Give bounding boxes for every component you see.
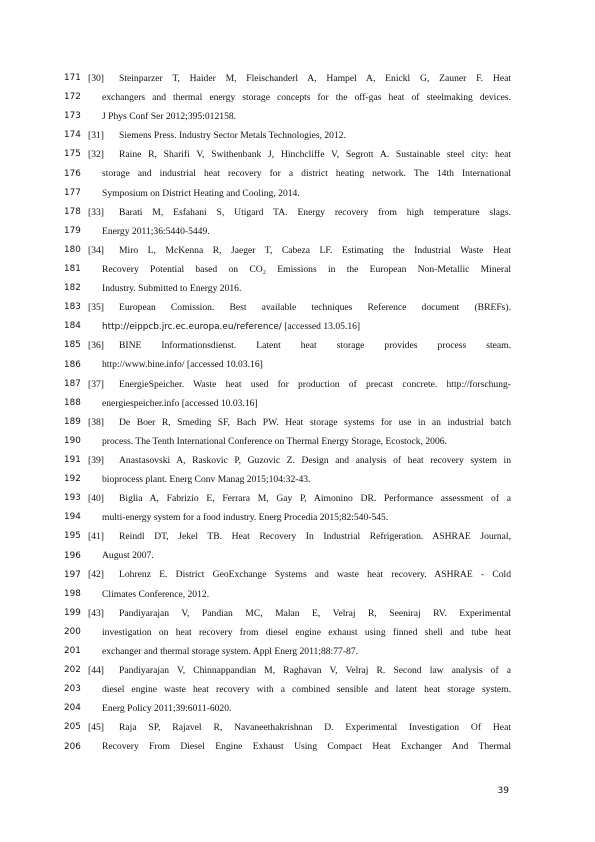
reference-entry xyxy=(88,661,511,718)
reference-continuation-line xyxy=(88,585,511,604)
line-number: 192 xyxy=(64,474,81,485)
line-number: 200 xyxy=(64,626,81,637)
reference-text: Biglia A, Fabrizio E, Ferrara M, Gay P, Aimonino DR. Performance assessment of a xyxy=(119,493,511,505)
line-number: 195 xyxy=(64,531,81,542)
reference-text: multi-energy system for a food industry. Energ Procedia 2015;82:540-545. xyxy=(102,512,389,524)
reference-number: [36] xyxy=(88,340,104,352)
reference-text: bioprocess plant. Energ Conv Manag 2015;104:32-43. xyxy=(102,473,311,485)
reference-continuation-line xyxy=(88,508,511,527)
line-number: 187 xyxy=(64,378,81,389)
line-number: 182 xyxy=(64,283,81,294)
reference-text: Raine R, Sharifi V, Swithenbank J, Hinchcliffe V, Segrott A. Sustainable steel city: heat xyxy=(119,149,511,161)
line-number: 197 xyxy=(64,569,81,580)
reference-text: Energy 2011;36:5440-5449. xyxy=(102,225,210,237)
reference-text: August 2007. xyxy=(102,550,154,562)
reference-number: [35] xyxy=(88,302,104,314)
reference-text: Steinparzer T, Haider M, Fleischanderl A, Hampel A, Enickl G, Zauner F. Heat xyxy=(119,73,511,84)
reference-text: storage and industrial heat recovery for a district heating network. The 14th International xyxy=(102,168,511,180)
reference-number: [39] xyxy=(88,454,104,466)
line-number: 194 xyxy=(64,512,81,523)
reference-continuation-line xyxy=(88,279,511,298)
reference-continuation-line xyxy=(88,107,511,126)
reference-continuation-line xyxy=(88,184,511,203)
line-number: 190 xyxy=(64,435,81,446)
reference-first-line xyxy=(88,375,511,394)
reference-text: process. The Tenth International Conference on Thermal Energy Storage, Ecostock, 2006. xyxy=(102,435,447,447)
line-number: 174 xyxy=(64,130,81,141)
reference-entry xyxy=(88,241,511,298)
reference-entry xyxy=(88,298,511,336)
reference-number: [40] xyxy=(88,493,104,505)
reference-entry xyxy=(88,145,511,202)
reference-text: diesel engine waste heat recovery with a combined sensible and latent heat storage system. xyxy=(102,684,511,695)
reference-text: Reindl DT, Jekel TB. Heat Recovery In Industrial Refrigeration. ASHRAE Journal, xyxy=(119,531,511,543)
reference-number: [34] xyxy=(88,244,104,256)
reference-entry xyxy=(88,375,511,413)
line-number: 185 xyxy=(64,340,81,351)
reference-text: BINE Informationsdienst. Latent heat storage provides process steam. xyxy=(119,340,511,352)
reference-list xyxy=(88,69,511,756)
reference-first-line xyxy=(88,451,511,470)
reference-text: exchanger and thermal storage system. Appl Energ 2011;88:77-87. xyxy=(102,645,359,657)
reference-number: [44] xyxy=(88,664,104,676)
line-number: 178 xyxy=(64,206,81,217)
reference-first-line xyxy=(88,489,511,508)
reference-first-line xyxy=(88,126,511,145)
line-number: 171 xyxy=(64,73,81,83)
reference-entry xyxy=(88,718,511,756)
line-number: 191 xyxy=(64,455,81,465)
line-number: 181 xyxy=(64,264,81,274)
line-number: 179 xyxy=(64,225,81,236)
reference-entry xyxy=(88,565,511,603)
reference-number: [32] xyxy=(88,149,104,161)
reference-text: Symposium on District Heating and Cooling, 2014. xyxy=(102,187,300,199)
reference-entry xyxy=(88,604,511,661)
line-number: 201 xyxy=(64,646,81,656)
line-number: 175 xyxy=(64,149,81,160)
reference-continuation-line xyxy=(88,88,511,107)
line-number: 196 xyxy=(64,550,81,561)
reference-text: Pandiyarajan V, Pandian MC, Malan E, Velraj R, Seeniraj RV. Experimental xyxy=(119,607,511,619)
line-number: 193 xyxy=(64,493,81,504)
reference-number: [42] xyxy=(88,569,104,581)
reference-text: Recovery From Diesel Engine Exhaust Using Compact Heat Exchanger And Thermal xyxy=(102,741,511,753)
reference-number: [41] xyxy=(88,531,104,543)
line-number: 180 xyxy=(64,244,81,255)
reference-entry xyxy=(88,489,511,527)
line-number: 176 xyxy=(64,168,81,179)
reference-text: http://www.bine.info/ [accessed 10.03.16] xyxy=(102,359,263,371)
reference-entry xyxy=(88,69,511,126)
reference-number: [30] xyxy=(88,73,104,84)
reference-number: [37] xyxy=(88,378,104,390)
reference-text: Industry. Submitted to Energy 2016. xyxy=(102,283,242,295)
reference-continuation-line xyxy=(88,623,511,642)
reference-continuation-line xyxy=(88,394,511,413)
reference-continuation-line xyxy=(88,432,511,451)
line-number: 188 xyxy=(64,397,81,408)
reference-number: [33] xyxy=(88,206,104,218)
reference-first-line xyxy=(88,298,511,317)
reference-entry xyxy=(88,451,511,489)
line-number: 206 xyxy=(64,741,81,752)
reference-text: EnergieSpeicher. Waste heat used for production of precast concrete. http://forschung- xyxy=(119,378,511,390)
reference-text: Siemens Press. Industry Sector Metals Technologies, 2012. xyxy=(119,130,346,142)
reference-entry xyxy=(88,336,511,374)
reference-entry xyxy=(88,126,511,145)
reference-text: Climates Conference, 2012. xyxy=(102,588,210,600)
line-number: 203 xyxy=(64,684,81,695)
reference-text: Raja SP, Rajavel R, Navaneethakrishnan D. Experimental Investigation Of Heat xyxy=(119,722,511,734)
reference-continuation-line xyxy=(88,642,511,661)
reference-text: exchangers and thermal energy storage concepts for the off-gas heat of steelmaking devices. xyxy=(102,92,511,104)
reference-first-line xyxy=(88,718,511,737)
reference-text: Barati M, Esfahani S, Utigard TA. Energy recovery from high temperature slags. xyxy=(119,206,511,218)
reference-text: investigation on heat recovery from diesel engine exhaust using finned shell and tube heat xyxy=(102,626,511,638)
reference-text: Energ Policy 2011;39:6011-6020. xyxy=(102,703,232,715)
line-number: 172 xyxy=(64,92,81,103)
reference-entry xyxy=(88,527,511,565)
reference-text: Pandiyarajan V, Chinnappandian M, Raghavan V, Velraj R. Second law analysis of a xyxy=(119,664,511,676)
reference-continuation-line xyxy=(88,470,511,489)
reference-text: European Comission. Best available techniques Reference document (BREFs). xyxy=(119,302,511,314)
reference-number: [45] xyxy=(88,722,104,734)
line-number: 204 xyxy=(64,703,81,714)
reference-text: energiespeicher.info [accessed 10.03.16] xyxy=(102,397,258,409)
reference-continuation-line xyxy=(88,355,511,374)
reference-first-line xyxy=(88,145,511,164)
reference-continuation-line xyxy=(88,737,511,756)
reference-first-line xyxy=(88,336,511,355)
line-number: 184 xyxy=(64,321,81,332)
reference-first-line xyxy=(88,527,511,546)
reference-first-line xyxy=(88,241,511,260)
line-number: 202 xyxy=(64,665,81,676)
reference-number: [43] xyxy=(88,607,104,619)
line-number: 186 xyxy=(64,359,81,370)
reference-first-line xyxy=(88,203,511,222)
line-number: 205 xyxy=(64,722,81,733)
reference-first-line xyxy=(88,565,511,584)
reference-text: http://eippcb.jrc.ec.europa.eu/reference/ [accessed 13.05.16] xyxy=(102,321,361,333)
reference-text: De Boer R, Smeding SF, Bach PW. Heat storage systems for use in an industrial batch xyxy=(119,416,511,428)
line-number: 173 xyxy=(64,111,81,122)
reference-first-line xyxy=(88,69,511,88)
reference-entry xyxy=(88,413,511,451)
reference-text: Miro L, McKenna R, Jaeger T, Cabeza LF. Estimating the Industrial Waste Heat xyxy=(119,244,511,256)
reference-first-line xyxy=(88,604,511,623)
line-number: 177 xyxy=(64,187,81,198)
reference-continuation-line xyxy=(88,260,511,279)
reference-continuation-line xyxy=(88,317,511,336)
reference-text: Lohrenz E. District GeoExchange Systems and waste heat recovery. ASHRAE - Cold xyxy=(119,569,511,581)
reference-continuation-line xyxy=(88,680,511,699)
line-number: 183 xyxy=(64,302,81,313)
reference-entry xyxy=(88,203,511,241)
line-number: 198 xyxy=(64,588,81,599)
reference-continuation-line xyxy=(88,164,511,183)
reference-continuation-line xyxy=(88,222,511,241)
line-number: 199 xyxy=(64,607,81,618)
reference-number: [38] xyxy=(88,416,104,428)
reference-text: Recovery Potential based on CO₂ Emissions in the European Non-Metallic Mineral xyxy=(102,263,511,275)
reference-first-line xyxy=(88,661,511,680)
reference-continuation-line xyxy=(88,546,511,565)
reference-text: J Phys Conf Ser 2012;395:012158. xyxy=(102,111,237,123)
reference-number: [31] xyxy=(88,130,104,142)
reference-first-line xyxy=(88,413,511,432)
reference-text: Anastasovski A, Raskovic P, Guzovic Z. Design and analysis of heat recovery system in xyxy=(119,454,511,466)
page-number: 39 xyxy=(497,786,509,796)
line-number: 189 xyxy=(64,416,81,427)
reference-continuation-line xyxy=(88,699,511,718)
